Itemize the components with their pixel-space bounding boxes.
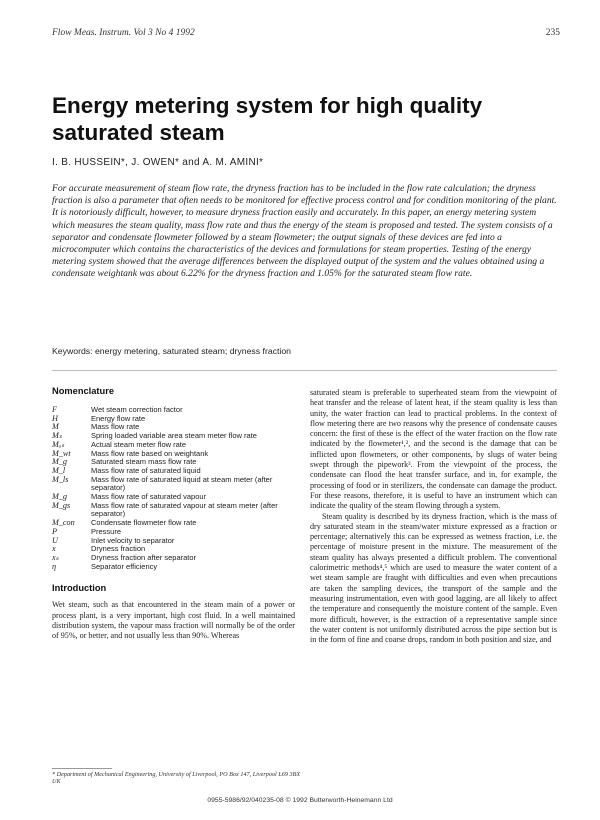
right-column bbox=[310, 388, 557, 645]
nomenclature-symbol: Mₐₛ bbox=[52, 439, 65, 449]
nomenclature-definition: Mass flow rate of saturated vapour at steam meter (after separator) bbox=[91, 500, 278, 519]
nomenclature-definition: Inlet velocity to separator bbox=[91, 535, 175, 545]
nomenclature-list bbox=[52, 406, 295, 571]
nomenclature-symbol: P bbox=[52, 526, 58, 536]
nomenclature-symbol: x bbox=[52, 544, 56, 554]
nomenclature-item bbox=[52, 554, 295, 563]
article-title: Energy metering system for high quality saturated steam bbox=[52, 93, 483, 145]
nomenclature-symbol: M_g bbox=[52, 492, 68, 502]
footnote-divider bbox=[52, 768, 112, 769]
nomenclature-heading: Nomenclature bbox=[52, 386, 114, 396]
nomenclature-symbol: F bbox=[52, 405, 58, 414]
nomenclature-item bbox=[52, 502, 295, 519]
nomenclature-symbol: U bbox=[52, 535, 58, 545]
nomenclature-definition: Mass flow rate bbox=[91, 422, 140, 432]
nomenclature-definition: Pressure bbox=[91, 526, 122, 536]
nomenclature-symbol: H bbox=[52, 413, 58, 423]
journal-citation: Flow Meas. Instrum. Vol 3 No 4 1992 bbox=[52, 28, 195, 38]
nomenclature-item bbox=[52, 406, 295, 415]
nomenclature-definition: Wet steam correction factor bbox=[91, 405, 183, 414]
nomenclature-symbol: η bbox=[52, 561, 57, 571]
nomenclature-symbol: xₛ bbox=[52, 552, 59, 562]
author-affiliation-footnote: * Department of Mechanical Engineering, University of Liverpool, PO Box 147, Liverpool L69 3BX UK bbox=[52, 771, 301, 786]
body-paragraph: saturated steam is preferable to superheated steam from the viewpoint of heat transfer and the release of latent heat, if the steam quality is less than unity, the water fraction can lead to practical problems. In the context of flow metering there are two reasons why the presence of condensate causes concern: the first of these is the effect of the water fraction on the flow rate indicated by the flowmeter¹,², and the second is the damage that can be inflicted upon flowmeters, or other components, by slugs of water being swept through the pipework³. From the viewpoint of the process, the condensate can flood the heat transfer surface, and in, for example, the processing of food or in sterilizers, the condensate can damage the product. For these reasons, therefore, it is useful to have an instrument which can indicate the quality of the steam flowing through a system. bbox=[310, 388, 557, 511]
keywords: Keywords: energy metering, saturated steam; dryness fraction bbox=[52, 346, 292, 356]
author-list: I. B. HUSSEIN*, J. OWEN* and A. M. AMINI* bbox=[52, 157, 264, 168]
nomenclature-symbol: M_ls bbox=[52, 474, 69, 484]
body-paragraph: Steam quality is described by its dryness fraction, which is the mass of dry saturated steam in the steam/water mixture expressed as a fraction or percentage; alternatively this can be expressed as wetness fraction, i.e. the percentage of moisture present in the mixture. The measurement of the steam quality has always presented a difficult problem. The conventional calorimetric methods⁴,⁵ which are used to measure the water content of a wet steam sample are fraught with difficulties and even when precautions are taken the sampling devices, the transport of the sample and the measuring instrumentation, even with good lagging, are all likely to affect the temperature and consequently the moisture content of the sample. Even more difficult, however, is the extraction of a representative sample since the water content is not uniformly distributed across the pipe section but is in the form of fine and coarse drops, random in both position and size, and bbox=[310, 511, 557, 645]
introduction-text: Wet steam, such as that encountered in the steam main of a power or process plant, is a very important, high cost fluid. In a well maintained distribution system, the vapour mass fraction will normally be of the order of 95%, or better, and not usually less than 90%. Whereas bbox=[52, 600, 295, 640]
nomenclature-definition: Energy flow rate bbox=[91, 413, 146, 423]
nomenclature-symbol: M_gs bbox=[52, 500, 71, 510]
nomenclature-definition: Dryness fraction after separator bbox=[91, 552, 197, 562]
nomenclature-definition: Condensate flowmeter flow rate bbox=[91, 518, 197, 528]
nomenclature-item bbox=[52, 476, 295, 493]
nomenclature-symbol: Mₛ bbox=[52, 431, 62, 441]
nomenclature-symbol: M_con bbox=[52, 518, 75, 528]
abstract-text: For accurate measurement of steam flow rate, the dryness fraction has to be included in the flow rate calculation; the dryness fraction is also a parameter that often needs to be monitored for effective process control and for condition monitoring of the plant. It is notoriously difficult, however, to measure dryness fraction easily and accurately. In this paper, an energy metering system which measures the steam quality, mass flow rate and thus the energy of the steam is proposed and tested. The system consists of a separator and condensate flowmeter followed by a steam flowmeter; the output signals of these devices are fed into a microcomputer which contains the characteristics of the devices and formulations for steam properties. Testing of the energy metering system showed that the average differences between the displayed output of the system and the values obtained using a condensate weightank was about 6.22% for the dryness fraction and 1.05% for the saturated steam flow rate. bbox=[52, 183, 557, 280]
nomenclature-definition: Actual steam meter flow rate bbox=[91, 439, 187, 449]
abstract bbox=[52, 183, 557, 281]
nomenclature-definition: Mass flow rate of saturated liquid bbox=[91, 465, 201, 475]
introduction-heading: Introduction bbox=[52, 583, 107, 594]
nomenclature-symbol: M_l bbox=[52, 465, 66, 475]
nomenclature-item bbox=[52, 563, 295, 572]
left-column bbox=[52, 386, 295, 641]
running-header bbox=[52, 28, 560, 38]
nomenclature-definition: Saturated steam mass flow rate bbox=[91, 457, 197, 467]
nomenclature-item bbox=[52, 537, 295, 546]
nomenclature-symbol: M_g bbox=[52, 457, 68, 467]
section-divider bbox=[52, 370, 557, 371]
nomenclature-definition: Mass flow rate of saturated liquid at steam meter (after separator) bbox=[91, 474, 273, 493]
nomenclature-symbol: M bbox=[52, 422, 59, 432]
nomenclature-symbol: M_wt bbox=[52, 448, 71, 458]
nomenclature-definition: Mass flow rate of saturated vapour bbox=[91, 492, 207, 502]
nomenclature-item bbox=[52, 519, 295, 528]
nomenclature-item bbox=[52, 415, 295, 424]
copyright-footer: 0955-5986/92/040235-08 © 1992 Butterworth-Heinemann Ltd bbox=[207, 797, 393, 804]
nomenclature-definition: Dryness fraction bbox=[91, 544, 146, 554]
nomenclature-definition: Spring loaded variable area steam meter flow rate bbox=[91, 431, 257, 441]
page-number: 235 bbox=[545, 28, 560, 38]
nomenclature-definition: Mass flow rate based on weightank bbox=[91, 448, 209, 458]
nomenclature-definition: Separator efficiency bbox=[91, 561, 158, 571]
